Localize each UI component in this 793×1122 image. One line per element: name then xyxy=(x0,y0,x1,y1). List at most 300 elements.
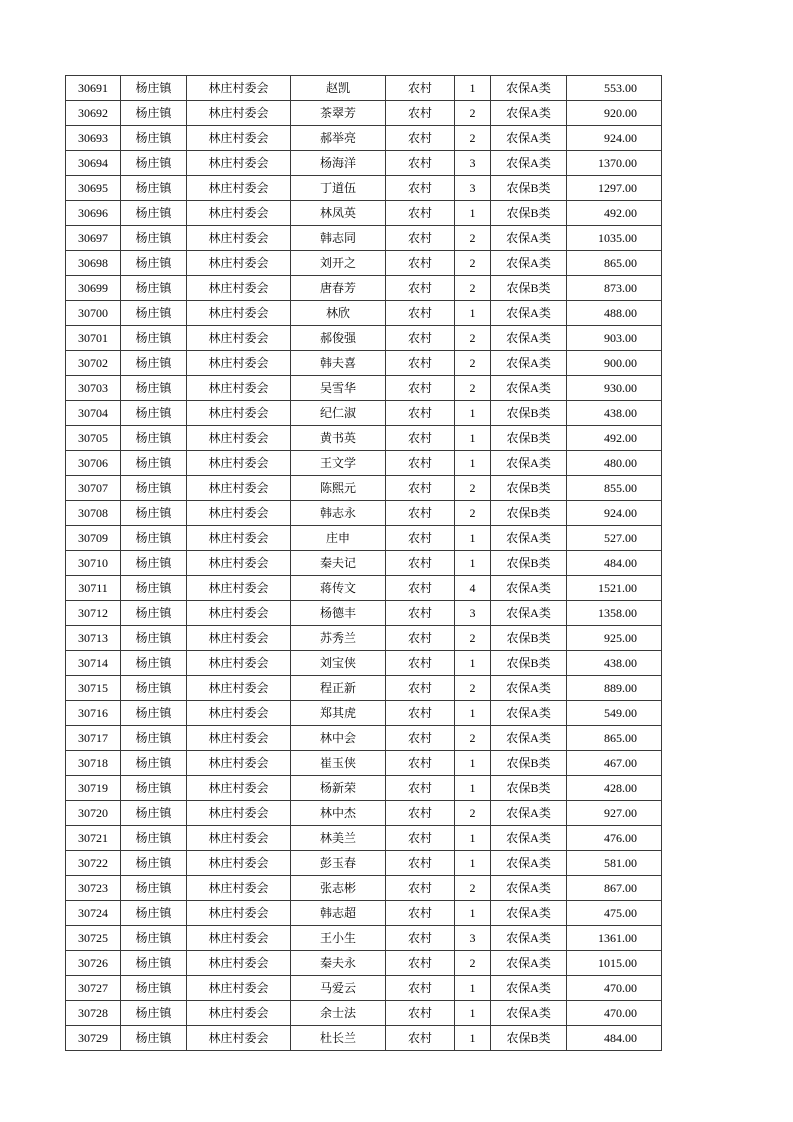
table-cell-village: 林庄村委会 xyxy=(187,226,291,251)
table-cell-amount: 549.00 xyxy=(567,701,662,726)
table-cell-town: 杨庄镇 xyxy=(121,926,187,951)
table-cell-town: 杨庄镇 xyxy=(121,176,187,201)
table-cell-category: 农保A类 xyxy=(491,901,567,926)
table-row xyxy=(66,576,662,601)
table-cell-village: 林庄村委会 xyxy=(187,601,291,626)
table-cell-village: 林庄村委会 xyxy=(187,926,291,951)
table-cell-town: 杨庄镇 xyxy=(121,301,187,326)
table-cell-category: 农保B类 xyxy=(491,551,567,576)
table-cell-category: 农保A类 xyxy=(491,151,567,176)
table-cell-residence: 农村 xyxy=(386,651,455,676)
table-cell-amount: 1297.00 xyxy=(567,176,662,201)
table-cell-count: 2 xyxy=(455,376,491,401)
table-cell-town: 杨庄镇 xyxy=(121,351,187,376)
table-cell-residence: 农村 xyxy=(386,951,455,976)
table-cell-id: 30721 xyxy=(66,826,121,851)
table-row xyxy=(66,726,662,751)
table-row xyxy=(66,851,662,876)
table-cell-name: 刘宝侠 xyxy=(291,651,386,676)
table-cell-town: 杨庄镇 xyxy=(121,426,187,451)
table-row xyxy=(66,251,662,276)
table-cell-village: 林庄村委会 xyxy=(187,126,291,151)
table-cell-category: 农保B类 xyxy=(491,626,567,651)
table-cell-amount: 867.00 xyxy=(567,876,662,901)
table-cell-name: 林中杰 xyxy=(291,801,386,826)
table-cell-village: 林庄村委会 xyxy=(187,751,291,776)
table-cell-town: 杨庄镇 xyxy=(121,526,187,551)
table-cell-count: 2 xyxy=(455,351,491,376)
table-cell-town: 杨庄镇 xyxy=(121,726,187,751)
table-cell-residence: 农村 xyxy=(386,401,455,426)
table-cell-town: 杨庄镇 xyxy=(121,676,187,701)
table-cell-id: 30729 xyxy=(66,1026,121,1051)
table-row xyxy=(66,326,662,351)
table-cell-town: 杨庄镇 xyxy=(121,1026,187,1051)
table-cell-count: 3 xyxy=(455,176,491,201)
table-cell-id: 30727 xyxy=(66,976,121,1001)
table-cell-category: 农保B类 xyxy=(491,426,567,451)
table-cell-village: 林庄村委会 xyxy=(187,276,291,301)
table-cell-count: 1 xyxy=(455,451,491,476)
table-cell-name: 韩夫喜 xyxy=(291,351,386,376)
table-cell-town: 杨庄镇 xyxy=(121,951,187,976)
table-cell-id: 30723 xyxy=(66,876,121,901)
table-cell-category: 农保A类 xyxy=(491,326,567,351)
table-cell-amount: 476.00 xyxy=(567,826,662,851)
table-cell-count: 2 xyxy=(455,476,491,501)
table-cell-village: 林庄村委会 xyxy=(187,351,291,376)
table-cell-name: 茶翠芳 xyxy=(291,101,386,126)
table-cell-category: 农保A类 xyxy=(491,826,567,851)
table-cell-id: 30726 xyxy=(66,951,121,976)
table-cell-count: 1 xyxy=(455,1026,491,1051)
table-cell-category: 农保A类 xyxy=(491,726,567,751)
table-cell-name: 杨海洋 xyxy=(291,151,386,176)
table-cell-id: 30703 xyxy=(66,376,121,401)
table-cell-village: 林庄村委会 xyxy=(187,426,291,451)
table-cell-residence: 农村 xyxy=(386,826,455,851)
table-cell-town: 杨庄镇 xyxy=(121,201,187,226)
table-cell-amount: 1370.00 xyxy=(567,151,662,176)
table-cell-residence: 农村 xyxy=(386,101,455,126)
table-cell-count: 2 xyxy=(455,876,491,901)
table-cell-category: 农保A类 xyxy=(491,376,567,401)
table-cell-count: 1 xyxy=(455,1001,491,1026)
table-cell-category: 农保A类 xyxy=(491,101,567,126)
table-row xyxy=(66,801,662,826)
table-cell-residence: 农村 xyxy=(386,276,455,301)
table-row xyxy=(66,751,662,776)
table-cell-name: 唐春芳 xyxy=(291,276,386,301)
table-cell-category: 农保B类 xyxy=(491,201,567,226)
table-row xyxy=(66,376,662,401)
table-cell-category: 农保A类 xyxy=(491,976,567,1001)
table-cell-count: 1 xyxy=(455,426,491,451)
table-cell-count: 2 xyxy=(455,676,491,701)
table-row xyxy=(66,451,662,476)
table-cell-amount: 1015.00 xyxy=(567,951,662,976)
table-cell-count: 2 xyxy=(455,801,491,826)
table-cell-category: 农保B类 xyxy=(491,1026,567,1051)
table-cell-amount: 930.00 xyxy=(567,376,662,401)
table-cell-category: 农保A类 xyxy=(491,1001,567,1026)
table-cell-id: 30708 xyxy=(66,501,121,526)
table-cell-town: 杨庄镇 xyxy=(121,226,187,251)
table-cell-count: 3 xyxy=(455,926,491,951)
table-cell-name: 林美兰 xyxy=(291,826,386,851)
table-cell-name: 纪仁淑 xyxy=(291,401,386,426)
table-cell-village: 林庄村委会 xyxy=(187,701,291,726)
table-cell-category: 农保A类 xyxy=(491,601,567,626)
table-cell-residence: 农村 xyxy=(386,451,455,476)
table-row xyxy=(66,551,662,576)
table-cell-village: 林庄村委会 xyxy=(187,576,291,601)
table-cell-id: 30713 xyxy=(66,626,121,651)
table-cell-residence: 农村 xyxy=(386,1026,455,1051)
table-cell-id: 30707 xyxy=(66,476,121,501)
table-cell-count: 1 xyxy=(455,701,491,726)
table-row xyxy=(66,776,662,801)
table-cell-amount: 924.00 xyxy=(567,501,662,526)
table-cell-name: 韩志同 xyxy=(291,226,386,251)
table-cell-name: 郝俊强 xyxy=(291,326,386,351)
table-cell-count: 1 xyxy=(455,751,491,776)
table-cell-amount: 925.00 xyxy=(567,626,662,651)
table-cell-residence: 农村 xyxy=(386,376,455,401)
table-cell-id: 30712 xyxy=(66,601,121,626)
table-cell-amount: 484.00 xyxy=(567,551,662,576)
table-row xyxy=(66,1001,662,1026)
table-cell-village: 林庄村委会 xyxy=(187,151,291,176)
table-cell-amount: 553.00 xyxy=(567,76,662,101)
table-cell-town: 杨庄镇 xyxy=(121,601,187,626)
table-cell-amount: 581.00 xyxy=(567,851,662,876)
table-cell-residence: 农村 xyxy=(386,801,455,826)
table-cell-name: 王小生 xyxy=(291,926,386,951)
table-cell-name: 赵凯 xyxy=(291,76,386,101)
table-cell-amount: 865.00 xyxy=(567,726,662,751)
table-cell-amount: 855.00 xyxy=(567,476,662,501)
table-cell-village: 林庄村委会 xyxy=(187,801,291,826)
table-cell-residence: 农村 xyxy=(386,901,455,926)
table-cell-name: 杨新荣 xyxy=(291,776,386,801)
table-row xyxy=(66,276,662,301)
table-cell-category: 农保A类 xyxy=(491,226,567,251)
table-cell-id: 30714 xyxy=(66,651,121,676)
table-cell-village: 林庄村委会 xyxy=(187,1026,291,1051)
table-cell-count: 1 xyxy=(455,401,491,426)
table-cell-village: 林庄村委会 xyxy=(187,626,291,651)
table-cell-town: 杨庄镇 xyxy=(121,151,187,176)
table-cell-count: 1 xyxy=(455,551,491,576)
table-cell-name: 丁道伍 xyxy=(291,176,386,201)
table-cell-count: 1 xyxy=(455,651,491,676)
table-cell-name: 林凤英 xyxy=(291,201,386,226)
table-cell-village: 林庄村委会 xyxy=(187,176,291,201)
table-cell-village: 林庄村委会 xyxy=(187,76,291,101)
table-cell-residence: 农村 xyxy=(386,251,455,276)
table-cell-count: 1 xyxy=(455,526,491,551)
table-cell-id: 30701 xyxy=(66,326,121,351)
table-cell-amount: 467.00 xyxy=(567,751,662,776)
table-cell-name: 郑其虎 xyxy=(291,701,386,726)
table-cell-category: 农保A类 xyxy=(491,801,567,826)
table-cell-category: 农保B类 xyxy=(491,276,567,301)
table-cell-category: 农保A类 xyxy=(491,676,567,701)
table-row xyxy=(66,351,662,376)
table-cell-amount: 903.00 xyxy=(567,326,662,351)
table-cell-village: 林庄村委会 xyxy=(187,526,291,551)
table-cell-name: 吴雪华 xyxy=(291,376,386,401)
table-row xyxy=(66,626,662,651)
table-cell-count: 1 xyxy=(455,776,491,801)
table-cell-residence: 农村 xyxy=(386,876,455,901)
table-cell-town: 杨庄镇 xyxy=(121,1001,187,1026)
table-cell-count: 1 xyxy=(455,201,491,226)
table-cell-residence: 农村 xyxy=(386,476,455,501)
table-cell-residence: 农村 xyxy=(386,626,455,651)
table-cell-amount: 484.00 xyxy=(567,1026,662,1051)
table-cell-name: 余士法 xyxy=(291,1001,386,1026)
table-cell-village: 林庄村委会 xyxy=(187,776,291,801)
table-cell-amount: 920.00 xyxy=(567,101,662,126)
table-cell-amount: 924.00 xyxy=(567,126,662,151)
table-cell-village: 林庄村委会 xyxy=(187,451,291,476)
table-cell-name: 彭玉春 xyxy=(291,851,386,876)
table-cell-category: 农保A类 xyxy=(491,951,567,976)
table-row xyxy=(66,976,662,1001)
table-row xyxy=(66,426,662,451)
table-row xyxy=(66,126,662,151)
benefits-table xyxy=(65,75,662,1051)
table-cell-name: 崔玉侠 xyxy=(291,751,386,776)
table-cell-residence: 农村 xyxy=(386,726,455,751)
table-cell-category: 农保A类 xyxy=(491,351,567,376)
table-cell-town: 杨庄镇 xyxy=(121,476,187,501)
table-cell-amount: 438.00 xyxy=(567,401,662,426)
table-cell-residence: 农村 xyxy=(386,676,455,701)
table-cell-category: 农保A类 xyxy=(491,876,567,901)
table-cell-id: 30697 xyxy=(66,226,121,251)
table-cell-amount: 488.00 xyxy=(567,301,662,326)
table-row xyxy=(66,76,662,101)
table-cell-town: 杨庄镇 xyxy=(121,876,187,901)
table-cell-amount: 527.00 xyxy=(567,526,662,551)
table-cell-name: 庄申 xyxy=(291,526,386,551)
table-cell-name: 秦夫记 xyxy=(291,551,386,576)
table-cell-category: 农保A类 xyxy=(491,76,567,101)
table-cell-amount: 1361.00 xyxy=(567,926,662,951)
table-cell-id: 30719 xyxy=(66,776,121,801)
table-cell-town: 杨庄镇 xyxy=(121,101,187,126)
table-cell-category: 农保B类 xyxy=(491,176,567,201)
table-cell-id: 30717 xyxy=(66,726,121,751)
table-cell-residence: 农村 xyxy=(386,76,455,101)
table-cell-village: 林庄村委会 xyxy=(187,876,291,901)
table-cell-id: 30724 xyxy=(66,901,121,926)
table-cell-town: 杨庄镇 xyxy=(121,576,187,601)
table-cell-residence: 农村 xyxy=(386,226,455,251)
table-cell-residence: 农村 xyxy=(386,201,455,226)
table-cell-id: 30716 xyxy=(66,701,121,726)
table-cell-id: 30694 xyxy=(66,151,121,176)
table-row xyxy=(66,676,662,701)
table-row xyxy=(66,526,662,551)
table-cell-id: 30715 xyxy=(66,676,121,701)
table-cell-category: 农保A类 xyxy=(491,451,567,476)
table-cell-town: 杨庄镇 xyxy=(121,701,187,726)
table-cell-amount: 428.00 xyxy=(567,776,662,801)
table-cell-name: 黄书英 xyxy=(291,426,386,451)
table-cell-town: 杨庄镇 xyxy=(121,626,187,651)
table-cell-count: 4 xyxy=(455,576,491,601)
table-cell-village: 林庄村委会 xyxy=(187,376,291,401)
table-cell-residence: 农村 xyxy=(386,751,455,776)
table-cell-town: 杨庄镇 xyxy=(121,776,187,801)
table-cell-count: 2 xyxy=(455,326,491,351)
table-cell-town: 杨庄镇 xyxy=(121,126,187,151)
table-cell-id: 30695 xyxy=(66,176,121,201)
table-cell-amount: 492.00 xyxy=(567,201,662,226)
table-cell-count: 2 xyxy=(455,951,491,976)
table-cell-residence: 农村 xyxy=(386,776,455,801)
table-cell-id: 30696 xyxy=(66,201,121,226)
table-cell-amount: 1358.00 xyxy=(567,601,662,626)
table-cell-name: 苏秀兰 xyxy=(291,626,386,651)
table-row xyxy=(66,701,662,726)
table-cell-amount: 927.00 xyxy=(567,801,662,826)
table-cell-id: 30699 xyxy=(66,276,121,301)
table-cell-name: 蒋传文 xyxy=(291,576,386,601)
table-cell-residence: 农村 xyxy=(386,1001,455,1026)
table-cell-id: 30691 xyxy=(66,76,121,101)
table-cell-count: 2 xyxy=(455,501,491,526)
table-cell-count: 2 xyxy=(455,251,491,276)
table-cell-village: 林庄村委会 xyxy=(187,951,291,976)
table-cell-category: 农保A类 xyxy=(491,526,567,551)
table-cell-category: 农保B类 xyxy=(491,501,567,526)
table-cell-amount: 873.00 xyxy=(567,276,662,301)
table-row xyxy=(66,301,662,326)
table-cell-village: 林庄村委会 xyxy=(187,851,291,876)
table-cell-amount: 865.00 xyxy=(567,251,662,276)
table-cell-residence: 农村 xyxy=(386,501,455,526)
table-cell-amount: 1521.00 xyxy=(567,576,662,601)
table-cell-id: 30700 xyxy=(66,301,121,326)
table-cell-category: 农保A类 xyxy=(491,126,567,151)
table-cell-category: 农保A类 xyxy=(491,576,567,601)
table-cell-village: 林庄村委会 xyxy=(187,501,291,526)
table-cell-town: 杨庄镇 xyxy=(121,801,187,826)
table-cell-amount: 480.00 xyxy=(567,451,662,476)
table-cell-town: 杨庄镇 xyxy=(121,851,187,876)
table-cell-residence: 农村 xyxy=(386,301,455,326)
table-cell-id: 30693 xyxy=(66,126,121,151)
table-cell-name: 刘开之 xyxy=(291,251,386,276)
table-cell-name: 杨德丰 xyxy=(291,601,386,626)
table-cell-count: 1 xyxy=(455,301,491,326)
table-cell-category: 农保A类 xyxy=(491,251,567,276)
table-cell-residence: 农村 xyxy=(386,976,455,1001)
table-cell-residence: 农村 xyxy=(386,851,455,876)
table-cell-name: 林中会 xyxy=(291,726,386,751)
table-cell-amount: 1035.00 xyxy=(567,226,662,251)
table-cell-id: 30718 xyxy=(66,751,121,776)
table-cell-town: 杨庄镇 xyxy=(121,451,187,476)
table-cell-village: 林庄村委会 xyxy=(187,401,291,426)
table-cell-count: 1 xyxy=(455,851,491,876)
table-cell-residence: 农村 xyxy=(386,426,455,451)
table-row xyxy=(66,501,662,526)
table-cell-village: 林庄村委会 xyxy=(187,1001,291,1026)
table-cell-amount: 470.00 xyxy=(567,1001,662,1026)
table-cell-id: 30692 xyxy=(66,101,121,126)
table-cell-residence: 农村 xyxy=(386,926,455,951)
table-cell-village: 林庄村委会 xyxy=(187,901,291,926)
table-cell-count: 2 xyxy=(455,101,491,126)
table-cell-count: 2 xyxy=(455,126,491,151)
table-cell-town: 杨庄镇 xyxy=(121,401,187,426)
table-row xyxy=(66,926,662,951)
table-row xyxy=(66,1026,662,1051)
table-row xyxy=(66,151,662,176)
table-cell-id: 30710 xyxy=(66,551,121,576)
table-row xyxy=(66,226,662,251)
table-cell-village: 林庄村委会 xyxy=(187,326,291,351)
table-cell-id: 30705 xyxy=(66,426,121,451)
table-cell-amount: 889.00 xyxy=(567,676,662,701)
table-cell-count: 3 xyxy=(455,601,491,626)
table-cell-village: 林庄村委会 xyxy=(187,201,291,226)
table-cell-id: 30728 xyxy=(66,1001,121,1026)
table-cell-town: 杨庄镇 xyxy=(121,501,187,526)
table-cell-name: 韩志超 xyxy=(291,901,386,926)
table-cell-count: 1 xyxy=(455,76,491,101)
table-cell-residence: 农村 xyxy=(386,526,455,551)
table-cell-town: 杨庄镇 xyxy=(121,976,187,1001)
table-row xyxy=(66,201,662,226)
table-cell-village: 林庄村委会 xyxy=(187,651,291,676)
table-cell-name: 张志彬 xyxy=(291,876,386,901)
table-cell-count: 3 xyxy=(455,151,491,176)
table-cell-village: 林庄村委会 xyxy=(187,476,291,501)
table-cell-id: 30725 xyxy=(66,926,121,951)
table-cell-amount: 900.00 xyxy=(567,351,662,376)
table-row xyxy=(66,901,662,926)
table-row xyxy=(66,101,662,126)
table-cell-id: 30711 xyxy=(66,576,121,601)
table-cell-id: 30720 xyxy=(66,801,121,826)
table-cell-name: 郝举亮 xyxy=(291,126,386,151)
table-cell-village: 林庄村委会 xyxy=(187,826,291,851)
table-cell-category: 农保B类 xyxy=(491,401,567,426)
table-row xyxy=(66,601,662,626)
table-cell-town: 杨庄镇 xyxy=(121,901,187,926)
table-cell-id: 30702 xyxy=(66,351,121,376)
table-cell-residence: 农村 xyxy=(386,551,455,576)
table-cell-amount: 438.00 xyxy=(567,651,662,676)
table-cell-count: 1 xyxy=(455,901,491,926)
table-cell-id: 30722 xyxy=(66,851,121,876)
table-cell-town: 杨庄镇 xyxy=(121,551,187,576)
table-cell-town: 杨庄镇 xyxy=(121,651,187,676)
table-row xyxy=(66,401,662,426)
table-cell-category: 农保B类 xyxy=(491,751,567,776)
table-row xyxy=(66,651,662,676)
table-cell-town: 杨庄镇 xyxy=(121,826,187,851)
table-cell-count: 2 xyxy=(455,626,491,651)
table-row xyxy=(66,876,662,901)
